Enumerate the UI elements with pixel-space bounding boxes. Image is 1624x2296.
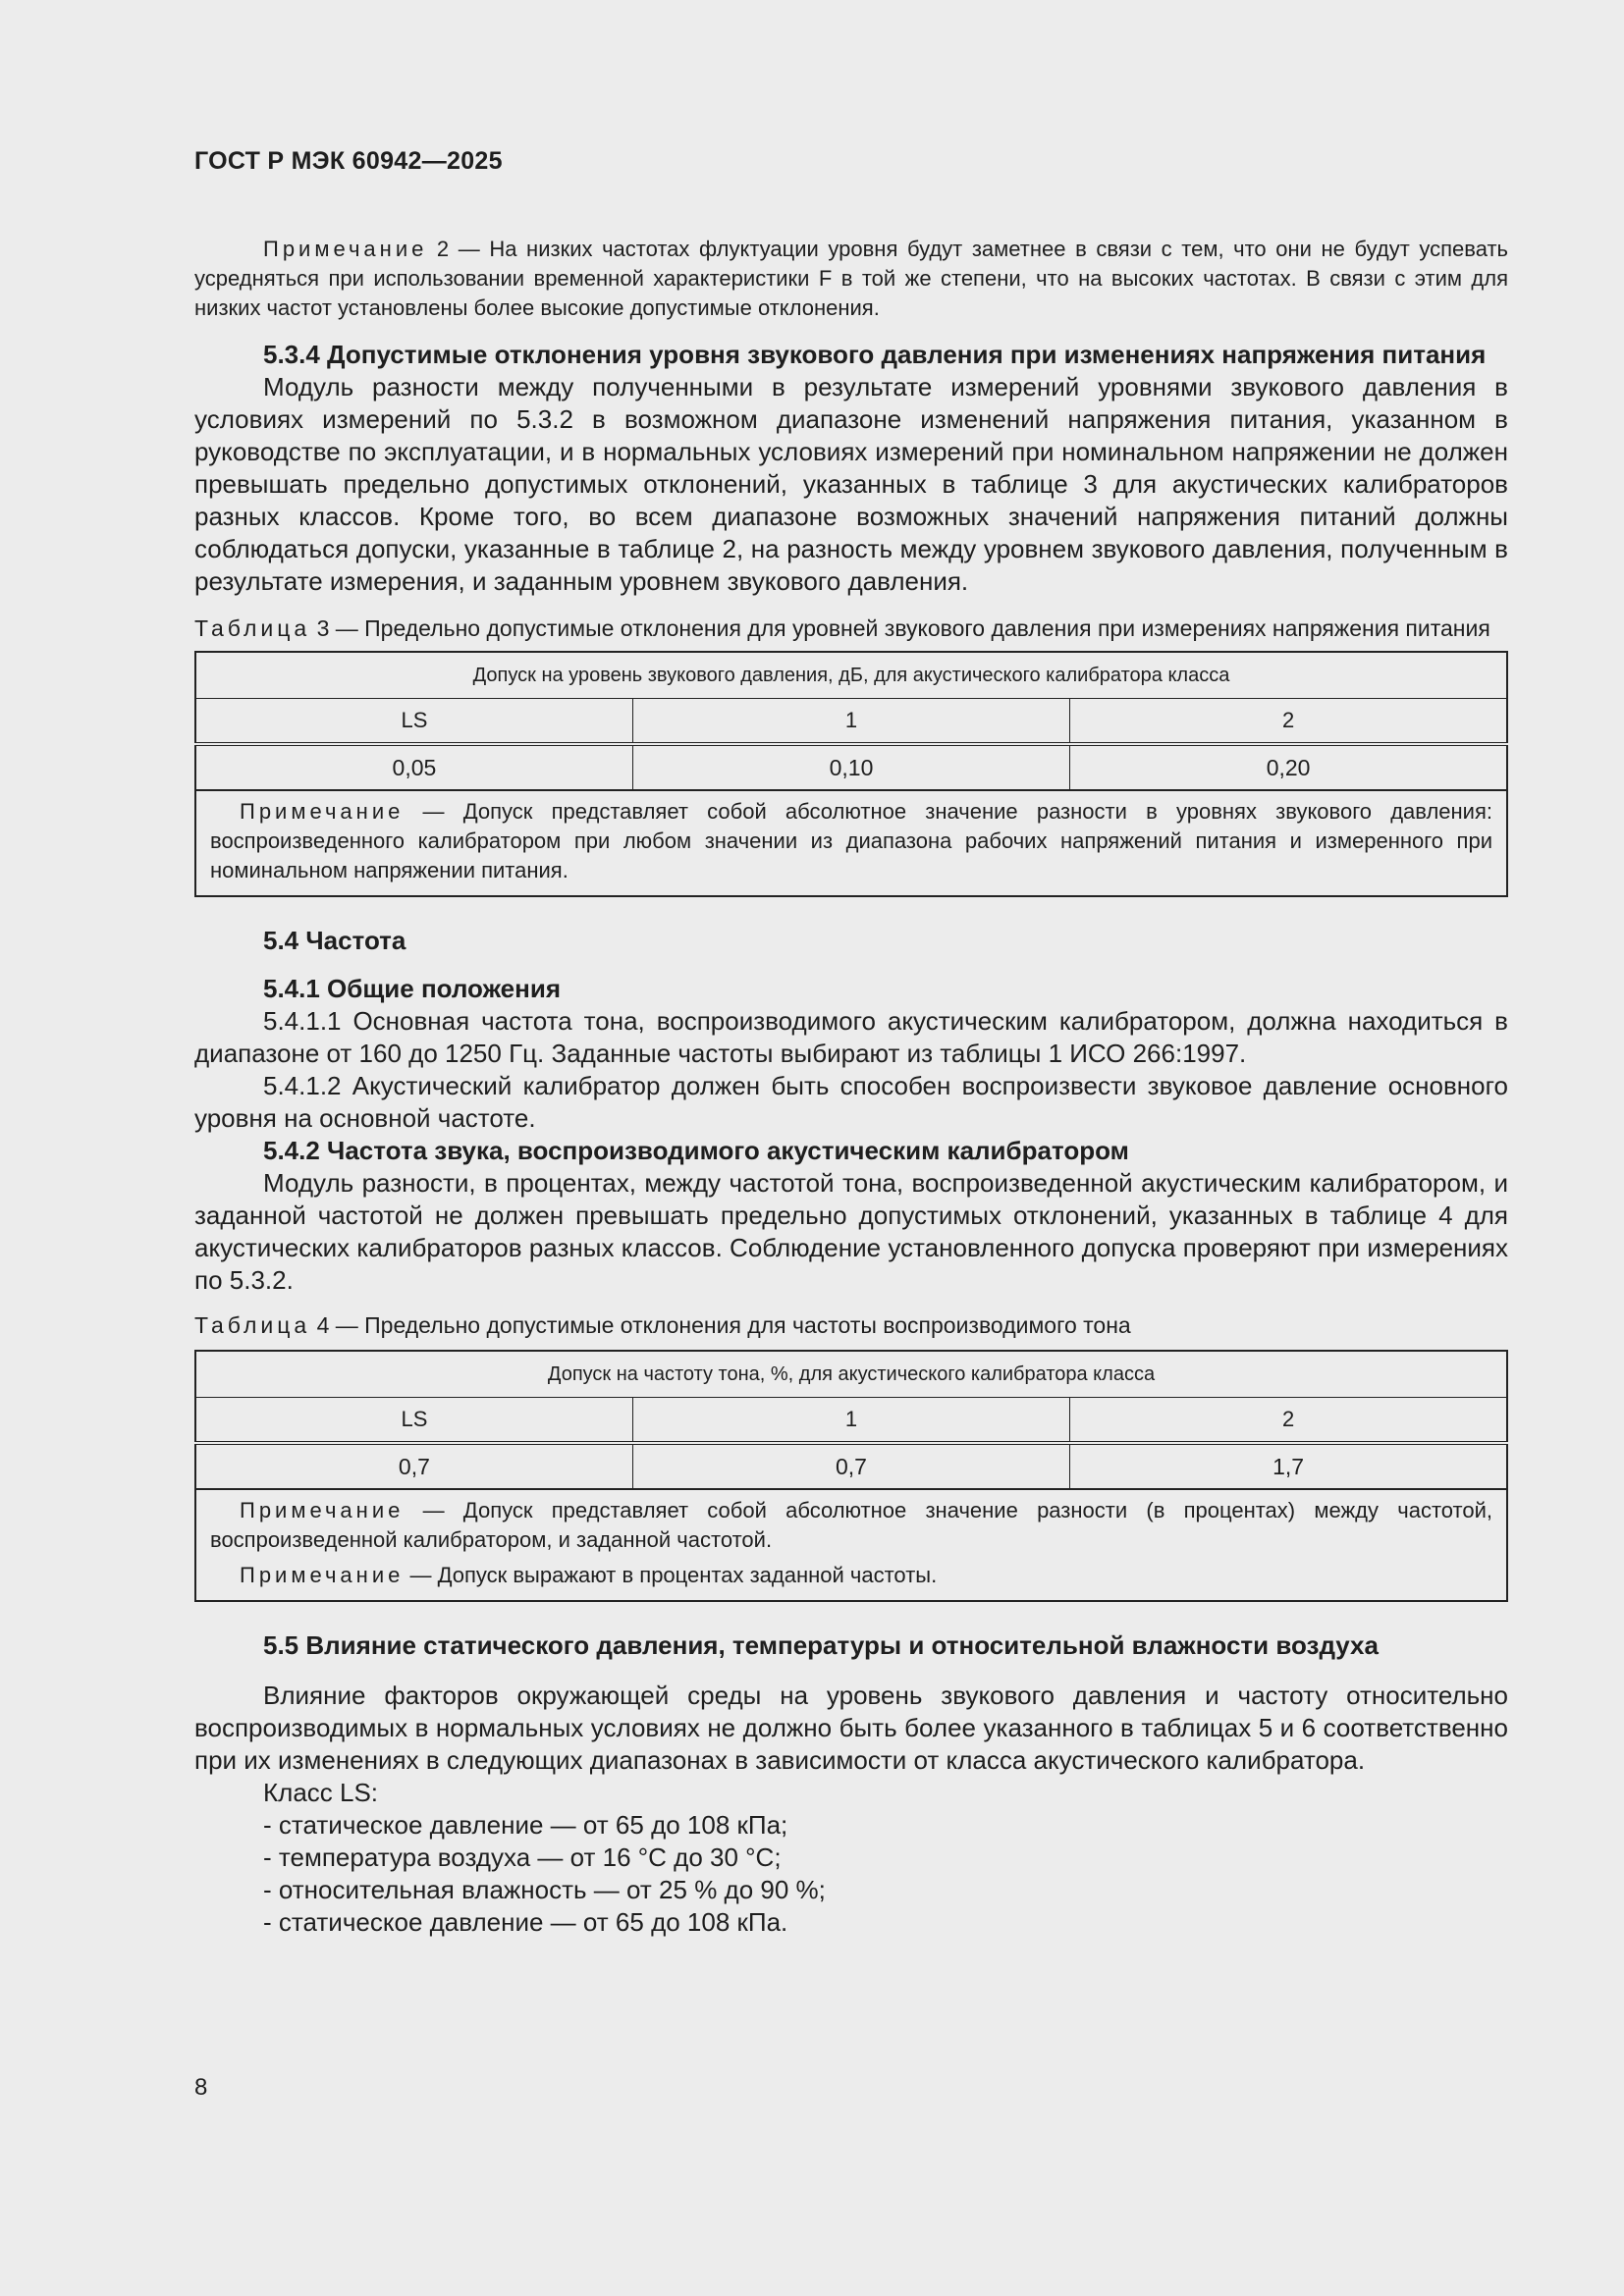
value-cell: 0,7 bbox=[632, 1443, 1069, 1489]
value-cell: 0,20 bbox=[1070, 744, 1507, 790]
page-content bbox=[194, 147, 1508, 1939]
note-text: — Допуск выражают в процентах заданной частоты. bbox=[404, 1563, 938, 1587]
note-label: Примечание bbox=[240, 799, 405, 824]
note-label: Примечание bbox=[240, 1498, 405, 1522]
table-caption-text: 4 — Предельно допустимые отклонения для частоты воспроизводимого тона bbox=[310, 1312, 1131, 1338]
value-cell: 0,05 bbox=[195, 744, 632, 790]
class-cell: 2 bbox=[1070, 1398, 1507, 1444]
section-5-3-4-heading: 5.3.4 Допустимые отклонения уровня звукового давления при изменениях напряжения питания bbox=[263, 340, 1487, 369]
section-5-5-heading: 5.5 Влияние статического давления, температуры и относительной влажности воздуха bbox=[263, 1630, 1379, 1660]
section-5-4-1-2: 5.4.1.2 Акустический калибратор должен быть способен воспроизвести звуковое давление основного уровня на основной частоте. bbox=[194, 1071, 1508, 1133]
section-5-5-paragraph: Влияние факторов окружающей среды на уровень звукового давления и частоту относительно воспроизводимых в нормальных условиях не должно быть более указанного в таблицах 5 и 6 соответственно при их изменениях в следующих диапазонах в зависимости от класса акустического калибратора. bbox=[194, 1681, 1508, 1775]
list-item: - относительная влажность — от 25 % до 90 %; bbox=[263, 1875, 826, 1904]
table-caption-text: 3 — Предельно допустимые отклонения для уровней звукового давления при измерениях напряжения питания bbox=[310, 615, 1490, 641]
section-5-3-4-paragraph: Модуль разности между полученными в результате измерений уровнями звукового давления в условиях измерений по 5.3.2 в возможном диапазоне изменений напряжения питания, указанном в руководстве по эксплуатации, и в нормальных условиях измерений при номинальном напряжении не должен превышать предельно допустимых отклонений, указанных в таблице 3 для акустических калибраторов разных классов. Кроме того, во всем диапазоне возможных значений напряжения питаний должны соблюдаться допуски, указанные в таблице 2, на разность между уровнем звукового давления, полученным в результате измерения, и заданным уровнем звукового давления. bbox=[194, 372, 1508, 596]
note-text: — Допуск представляет собой абсолютное значение разности (в процентах) между частотой, воспроизведенной калибратором, и заданной частотой. bbox=[210, 1498, 1492, 1552]
value-cell: 0,10 bbox=[632, 744, 1069, 790]
note-label: Примечание bbox=[240, 1563, 405, 1587]
table-note bbox=[210, 1561, 1492, 1590]
table-header: Допуск на частоту тона, %, для акустического калибратора класса bbox=[195, 1351, 1507, 1398]
table-notes bbox=[195, 1489, 1507, 1601]
table-4-caption bbox=[194, 1310, 1508, 1340]
note-2 bbox=[194, 235, 1508, 323]
table-header: Допуск на уровень звукового давления, дБ, для акустического калибратора класса bbox=[195, 652, 1507, 699]
class-cell: 1 bbox=[632, 1398, 1069, 1444]
list-item: - температура воздуха — от 16 °С до 30 °С; bbox=[263, 1842, 782, 1872]
section-5-4-1-heading: 5.4.1 Общие положения bbox=[263, 974, 561, 1003]
note-label: Примечание bbox=[263, 237, 428, 261]
class-cell: 2 bbox=[1070, 699, 1507, 745]
list-item: - статическое давление — от 65 до 108 кПа; bbox=[263, 1810, 788, 1840]
table-label: Таблица bbox=[194, 615, 311, 641]
table-note bbox=[195, 790, 1507, 896]
page-number: 8 bbox=[194, 2074, 208, 2101]
section-5-4-2-paragraph: Модуль разности, в процентах, между частотой тона, воспроизведенной акустическим калибратором, и заданной частотой не должен превышать предельно допустимых отклонений, указанных в таблице 4 для акустических калибраторов разных классов. Соблюдение установленного допуска проверяют при измерениях по 5.3.2. bbox=[194, 1168, 1508, 1295]
table-note bbox=[210, 1496, 1492, 1555]
table-4 bbox=[194, 1350, 1508, 1602]
table-label: Таблица bbox=[194, 1312, 311, 1338]
table-3-caption bbox=[194, 614, 1508, 643]
note-text: — Допуск представляет собой абсолютное значение разности в уровнях звукового давления: воспроизведенного калибратором при любом значении из диапазона рабочих напряжений питания и измеренного при номинальном напряжении питания. bbox=[210, 799, 1492, 882]
table-3 bbox=[194, 651, 1508, 897]
list-item: - статическое давление — от 65 до 108 кПа. bbox=[263, 1907, 788, 1937]
value-cell: 1,7 bbox=[1070, 1443, 1507, 1489]
section-5-4-heading: 5.4 Частота bbox=[263, 926, 406, 955]
class-label: Класс LS: bbox=[263, 1778, 379, 1807]
section-5-4-1-1: 5.4.1.1 Основная частота тона, воспроизводимого акустическим калибратором, должна находиться в диапазоне от 160 до 1250 Гц. Заданные частоты выбирают из таблицы 1 ИСО 266:1997. bbox=[194, 1006, 1508, 1068]
class-cell: 1 bbox=[632, 699, 1069, 745]
section-5-4-2-heading: 5.4.2 Частота звука, воспроизводимого акустическим калибратором bbox=[263, 1136, 1129, 1165]
class-cell: LS bbox=[195, 1398, 632, 1444]
class-cell: LS bbox=[195, 699, 632, 745]
value-cell: 0,7 bbox=[195, 1443, 632, 1489]
note-text: 2 — На низких частотах флуктуации уровня будут заметнее в связи с тем, что они не будут успевать усредняться при использовании временной характеристики F в той же степени, что на высоких частотах. В связи с этим для низких частот установлены более высокие допустимые отклонения. bbox=[194, 237, 1508, 320]
document-header: ГОСТ Р МЭК 60942—2025 bbox=[194, 147, 503, 175]
